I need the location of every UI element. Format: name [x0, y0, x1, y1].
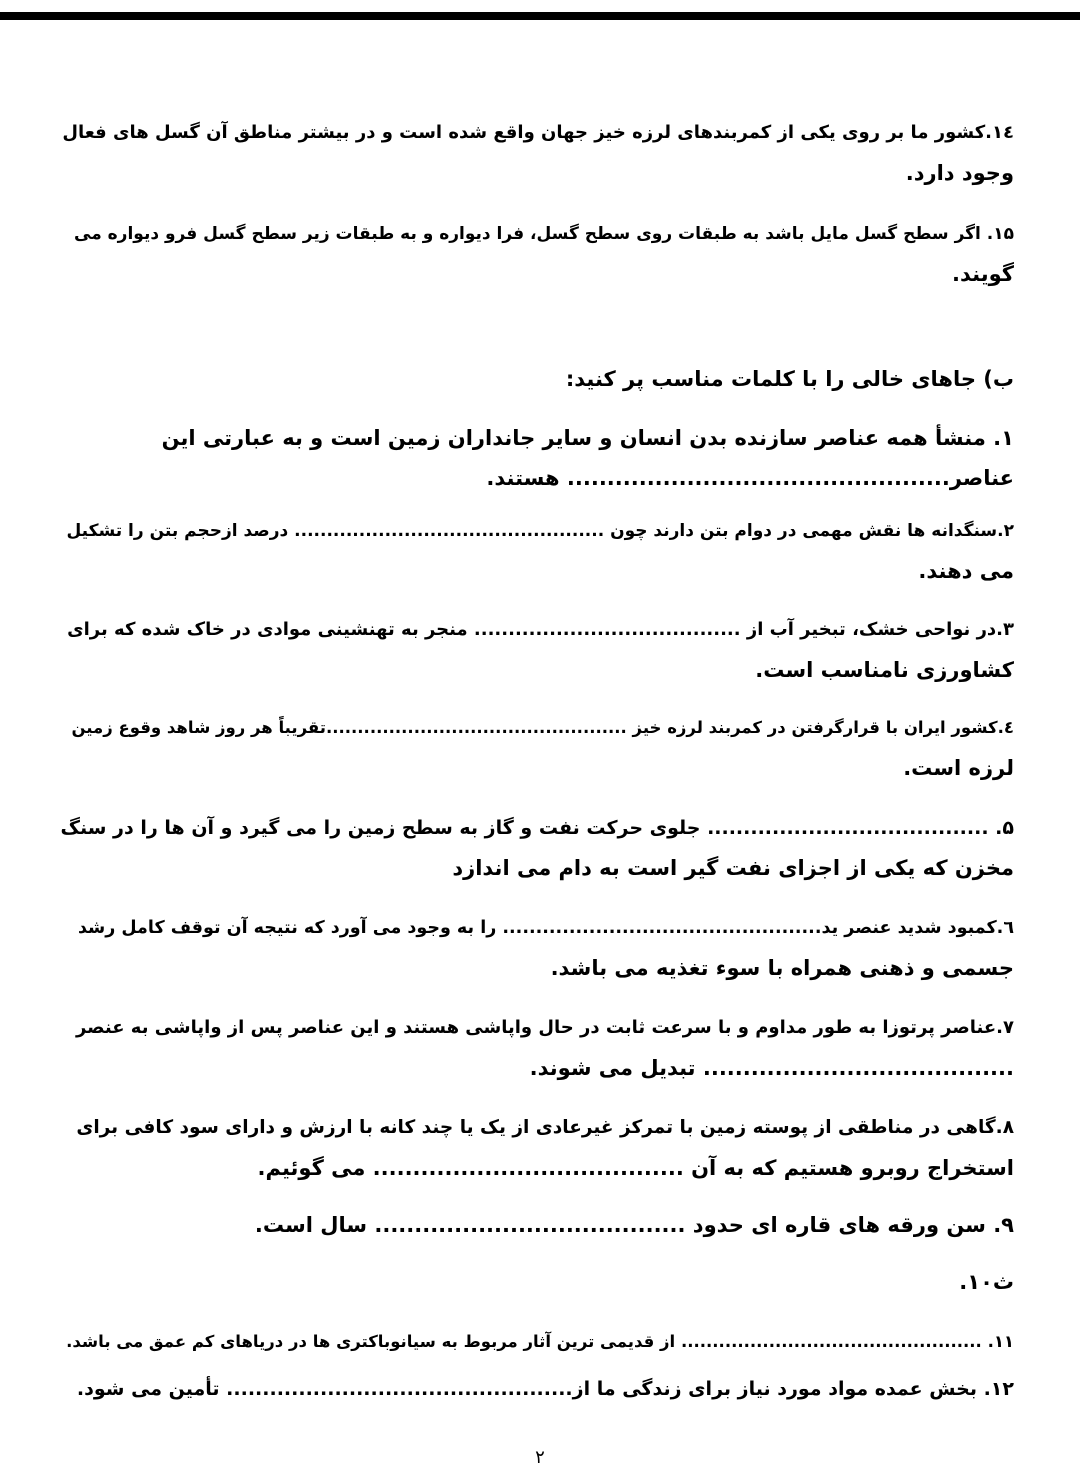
q11-line1: ۱۱. ................................................ از قدیمی ترین آثار مربوط به سیانوباکتری ها در دریاهای کم عمق می باشد.: [66, 1332, 1014, 1351]
q15-line1: ۱۵. اگر سطح گسل مایل باشد به طبقات روی سطح گسل، فرا دیواره و به طبقات زیر سطح گسل فرو دیواره می: [74, 224, 1014, 244]
q8-line1: ۸.گاهی در مناطقی از پوسته زمین با تمرکز غیرعادی از یک یا چند کانه با ارزش و دارای سود کافی برای: [76, 1117, 1014, 1138]
q3-line2: کشاورزی نامناسب است.: [755, 658, 1014, 682]
page-number: ۲: [535, 1447, 545, 1468]
q10-line1: ث۱۰.: [959, 1270, 1014, 1294]
q4-line2: لرزه است.: [903, 756, 1014, 780]
q8-line2: استخراج روبرو هستیم که به آن ....................................... می گوئیم.: [257, 1156, 1014, 1180]
section-b-heading: ب) جاهای خالی را با کلمات مناسب پر کنید:: [565, 367, 1014, 391]
q6-line2: جسمی و ذهنی همراه با سوء تغذیه می باشد.: [550, 956, 1014, 980]
q14-line2: وجود دارد.: [905, 161, 1014, 185]
q5-line2: مخزن که یکی از اجزای نفت گیر است به دام می اندازد: [452, 856, 1014, 880]
q4-line1: ٤.کشور ایران با قرارگرفتن در کمربند لرزه خیز ................................................تقریباً هر روز شاهد وقوع زمین: [71, 718, 1014, 737]
q7-line1: ۷.عناصر پرتوزا به طور مداوم و با سرعت ثابت در حال واپاشی هستند و این عناصر پس از واپاشی به عنصر: [75, 1017, 1014, 1038]
q1-line2: عناصر................................................ هستند.: [486, 466, 1014, 490]
q5-line1: ۵. ....................................... جلوی حرکت نفت و گاز به سطح زمین را می گیرد و آن ها را در سنگ: [60, 817, 1014, 839]
q12-line1: ۱۲. بخش عمده مواد مورد نیاز برای زندگی ما از................................................ تأمین می شود.: [76, 1378, 1014, 1400]
q2-line2: می دهند.: [918, 559, 1014, 583]
q1-line1: ۱. منشأ همه عناصر سازنده بدن انسان و سایر جانداران زمین است و به عبارتی این: [161, 426, 1014, 450]
q9-line1: ۹. سن ورقه های قاره ای حدود ....................................... سال است.: [254, 1213, 1014, 1237]
q6-line1: ٦.کمبود شدید عنصر ید................................................ را به وجود می آورد که نتیجه آن توقف کامل رشد: [77, 918, 1014, 938]
q15-line2: گویند.: [952, 262, 1014, 286]
q2-line1: ۲.سنگدانه ها نقش مهمی در دوام بتن دارند چون ................................................ درصد ازحجم بتن را تشکیل: [66, 521, 1014, 541]
q14-line1: ۱٤.کشور ما بر روی یکی از کمربندهای لرزه خیز جهان واقع شده است و در بیشتر مناطق آن گسل های فعال: [62, 122, 1014, 143]
q3-line1: ۳.در نواحی خشک، تبخیر آب از ....................................... منجر به تهنشینی موادی در خاک شده که برای: [67, 619, 1014, 640]
q7-line2: ....................................... تبدیل می شوند.: [529, 1056, 1014, 1080]
